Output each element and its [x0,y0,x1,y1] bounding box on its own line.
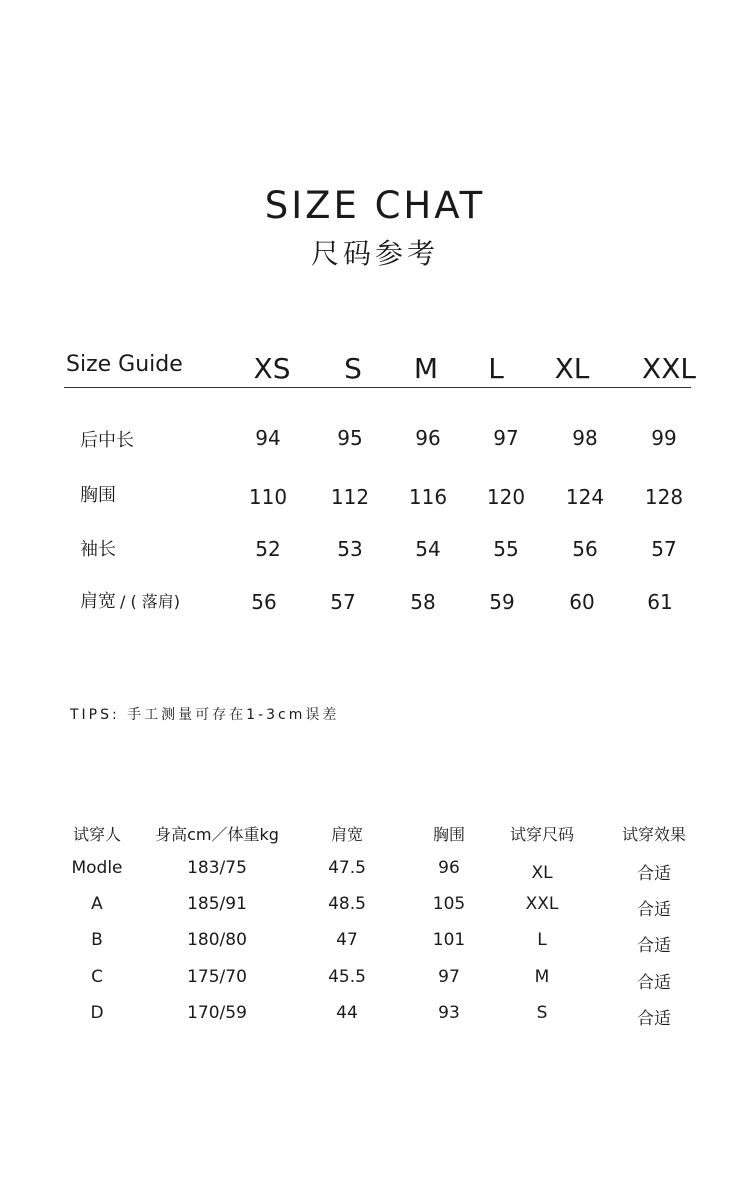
fitting-cell: XL [531,863,553,883]
fitting-cell: A [91,894,103,914]
fitting-cell: 合适 [637,1009,671,1029]
fitting-cell: D [90,1003,104,1023]
size-cell: 116 [408,485,448,509]
fitting-cell: Modle [71,858,123,878]
size-cell: 124 [565,485,605,509]
size-cell: 59 [489,590,515,614]
row-label-text: 肩宽 [80,591,116,612]
size-cell: 56 [251,590,277,614]
size-cell: 58 [410,590,436,614]
row-label [80,426,134,452]
fitting-cell: L [537,930,547,950]
size-guide-label: Size Guide [66,352,183,377]
page-subtitle: 尺码参考 [310,237,440,270]
size-header-m: M [413,352,439,385]
fitting-cell: 合适 [637,973,671,993]
size-cell: 128 [644,485,684,509]
fitting-cell: 48.5 [328,894,366,914]
size-cell: 94 [255,426,281,450]
row-label [80,587,180,613]
size-cell: 57 [330,590,356,614]
row-label-text: 后中长 [80,430,134,451]
row-label [80,481,116,507]
row-label-text: 袖长 [80,539,116,560]
fitting-cell: 180/80 [187,930,247,950]
fitting-cell: 45.5 [328,967,366,987]
fitting-cell: 183/75 [187,858,247,878]
fitting-header: 试穿人 [72,825,122,844]
fitting-cell: C [91,967,103,987]
size-cell: 120 [486,485,526,509]
size-cell: 55 [493,537,519,561]
size-cell: 96 [415,426,441,450]
fitting-cell: 47.5 [328,858,366,878]
fitting-cell: 101 [432,930,466,950]
size-cell: 98 [572,426,598,450]
size-cell: 53 [337,537,363,561]
page-title: SIZE CHAT [264,184,486,227]
fitting-cell: 170/59 [187,1003,247,1023]
fitting-cell: 105 [432,894,466,914]
size-cell: 99 [651,426,677,450]
row-label-suffix: / ( 落肩) [120,592,181,611]
fitting-cell: 47 [336,930,358,950]
fitting-cell: 93 [438,1003,460,1023]
size-cell: 110 [248,485,288,509]
size-header-xl: XL [554,352,590,385]
size-cell: 112 [330,485,370,509]
fitting-cell: 合适 [637,936,671,956]
size-cell: 60 [569,590,595,614]
size-header-xs: XS [253,352,291,385]
fitting-header: 肩宽 [330,825,364,844]
fitting-header: 胸围 [432,825,466,844]
fitting-cell: 97 [438,967,460,987]
size-header-l: L [488,352,504,385]
size-cell: 54 [415,537,441,561]
size-cell: 57 [651,537,677,561]
fitting-header: 试穿尺码 [509,825,575,844]
fitting-cell: M [534,967,550,987]
tips-note: TIPS: 手工测量可存在1-3cm误差 [70,707,340,723]
fitting-cell: 96 [438,858,460,878]
fitting-cell: 合适 [637,900,671,920]
size-cell: 61 [647,590,673,614]
size-cell: 97 [493,426,519,450]
fitting-cell: 44 [336,1003,358,1023]
fitting-header: 试穿效果 [621,825,687,844]
header-divider [64,387,691,388]
fitting-cell: B [91,930,103,950]
fitting-cell: 175/70 [187,967,247,987]
fitting-cell: S [536,1003,548,1023]
size-cell: 95 [337,426,363,450]
fitting-cell: 185/91 [187,894,247,914]
fitting-cell: 合适 [637,864,671,884]
size-header-xxl: XXL [642,352,696,385]
size-cell: 52 [255,537,281,561]
row-label-text: 胸围 [80,485,116,506]
fitting-header: 身高cm／体重kg [155,825,279,844]
size-cell: 56 [572,537,598,561]
fitting-cell: XXL [525,894,559,914]
size-header-s: S [344,352,362,385]
row-label [80,535,116,561]
